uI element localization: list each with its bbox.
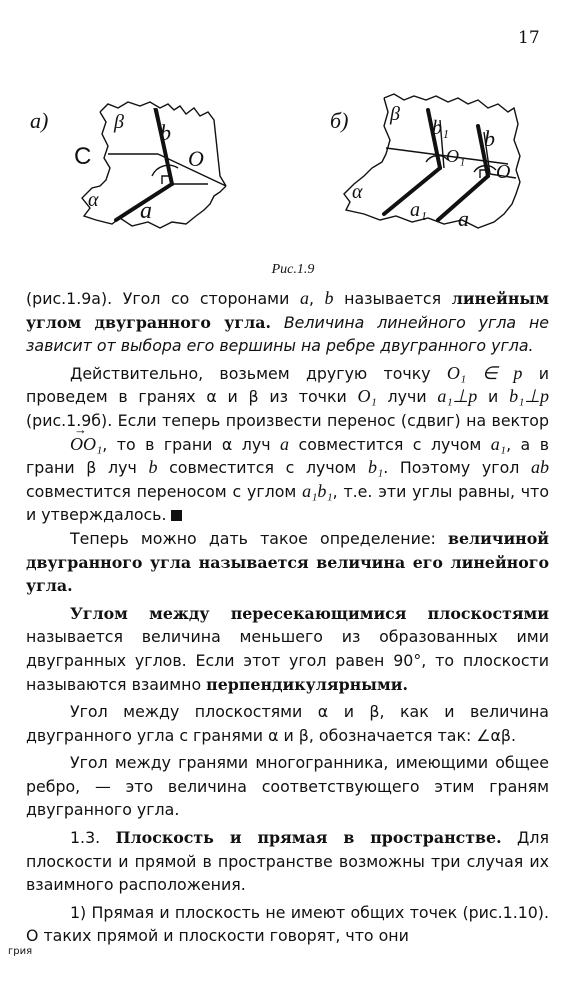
svg-text:C: C <box>74 143 92 170</box>
left-panel-label: а) <box>30 108 49 133</box>
vector-OO1: → OO₁ <box>26 433 102 457</box>
paragraph-1: (рис.1.9а). Угол со сторонами a, b называется линейным углом двугранного угла. Величина линейного угла не зависит от выбора его вершины на ребре двугранного угла. <box>26 288 549 356</box>
svg-text:a₁: a₁ <box>410 199 427 221</box>
paragraph-7: 1.3. Плоскость и прямая в пространстве. Для плоскости и прямой в пространстве возможны три случая их взаимного расположения. <box>26 828 549 895</box>
right-panel-label: б) <box>330 108 349 133</box>
svg-text:b₁: b₁ <box>432 117 449 139</box>
svg-text:O₁: O₁ <box>446 146 466 166</box>
page-number: 17 <box>518 28 540 48</box>
svg-text:O: O <box>496 161 511 183</box>
svg-text:a: a <box>458 206 469 231</box>
page-text <box>26 287 549 948</box>
svg-text:a: a <box>140 198 152 224</box>
svg-text:α: α <box>88 189 99 211</box>
paragraph-5: Угол между плоскостями α и β, как и величина двугранного угла с гранями α и β, обозначается так: ∠αβ. <box>26 702 549 745</box>
end-of-proof-square <box>171 510 182 521</box>
paragraph-6: Угол между гранями многогранника, имеющими общее ребро, — это величина соответствующего этим граням двугранного угла. <box>26 753 549 820</box>
figure-1-9 <box>0 0 586 270</box>
paragraph-2: Действительно, возьмем другую точку O₁ ∈ p и проведем в гранях α и β из точки O₁ лучи a₁⊥p и b₁⊥p (рис.1.9б). Если теперь произвести перенос (сдвиг) на вектор → OO₁, то в грани α луч a совместится с лучом a₁, а в грани β луч b совместится с лучом b₁. Поэтому угол ab совместится переносом с углом a₁b₁, т.е. эти углы равны, что и утверждалось. <box>26 362 549 527</box>
svg-text:b: b <box>484 126 495 151</box>
figure-caption: Рис.1.9 <box>271 262 315 277</box>
svg-text:α: α <box>352 181 363 203</box>
svg-text:b: b <box>160 120 171 145</box>
paragraph-3: Теперь можно дать такое определение: величиной двугранного угла называется величина его линейного угла. <box>26 528 549 596</box>
svg-text:β: β <box>114 111 124 133</box>
paragraph-4: Углом между пересекающимися плоскостями называется величина меньшего из образованных ими двугранных углов. Если этот угол равен 90°, то плоскости называются взаимно перпендикулярными. <box>26 603 549 694</box>
paragraph-8: 1) Прямая и плоскость не имеют общих точек (рис.1.10). О таких прямой и плоскости говорят, что они <box>26 902 549 946</box>
svg-text:O: O <box>188 146 204 171</box>
left-plane-alpha <box>82 112 226 228</box>
svg-text:β: β <box>390 103 400 125</box>
page-footer: грия <box>8 946 33 957</box>
